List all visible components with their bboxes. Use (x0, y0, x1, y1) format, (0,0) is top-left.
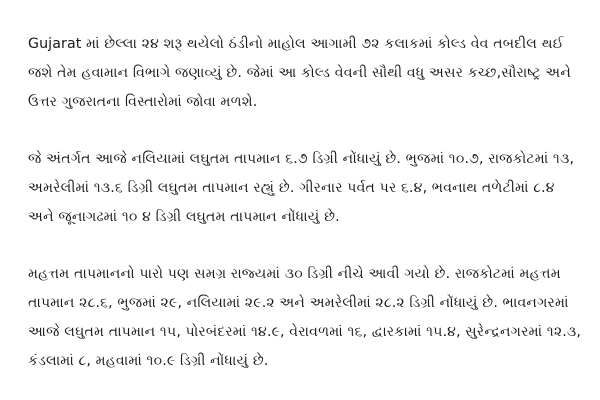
article-body (28, 30, 584, 376)
paragraph-minimum-temperatures: જે અંતર્ગત આજે નલિયામાં લઘુતમ તાપમાન ૬.૭ ડિગ્રી નોંધાયું છે. ભુજમાં ૧૦.૭, રાજકોટમાં ૧૩, અમરેલીમાં ૧૩.૬ ડિગ્રી લઘુતમ તાપમાન રહ્યું છે. ગીરનાર પર્વત પર ૬.૪, ભવનાથ તળેટીમાં ૮.૪ અને જૂનાગઢમાં ૧૦ ૪ ડિગ્રી લઘુતમ તાપમાન નોંધાયું છે. (28, 151, 575, 225)
paragraph-maximum-temperatures: મહત્તમ તાપમાનનો પારો પણ સમગ્ર રાજ્યમાં ૩૦ ડિગ્રી નીચે આવી ગયો છે. રાજકોટમાં મહત્તમ તાપમાન ૨૮.૬, ભુજમાં ૨૯, નલિયામાં ૨૯.૨ અને અમરેલીમાં ૨૮.૨ ડિગ્રી નોંધાયું છે. ભાવનગરમાં આજે લઘુતમ તાપમાન ૧૫, પોરબંદરમાં ૧૪.૯, વેરાવળમાં ૧૬, દ્વારકામાં ૧૫.૪, સુરેન્દ્રનગરમાં ૧૨.૩, કંડલામાં ૮, મહવામાં ૧૦.૯ ડિગ્રી નોંધાયું છે. (28, 266, 582, 369)
paragraph-cold-wave-forecast: Gujarat માં છેલ્લા ૨૪ શરૂ થયેલો ઠંડીનો માહોલ આગામી ૭૨ કલાકમાં કોલ્ડ વેવ તબદીલ થઈ જશે તેમ હવામાન વિભાગે જણાવ્યું છે. જેમાં આ કોલ્ડ વેવની સૌથી વધુ અસર કચ્છ,સૌરાષ્ટ્ર અને ઉત્તર ગુજરાતના વિસ્તારોમાં જોવા મળશે. (28, 36, 572, 110)
